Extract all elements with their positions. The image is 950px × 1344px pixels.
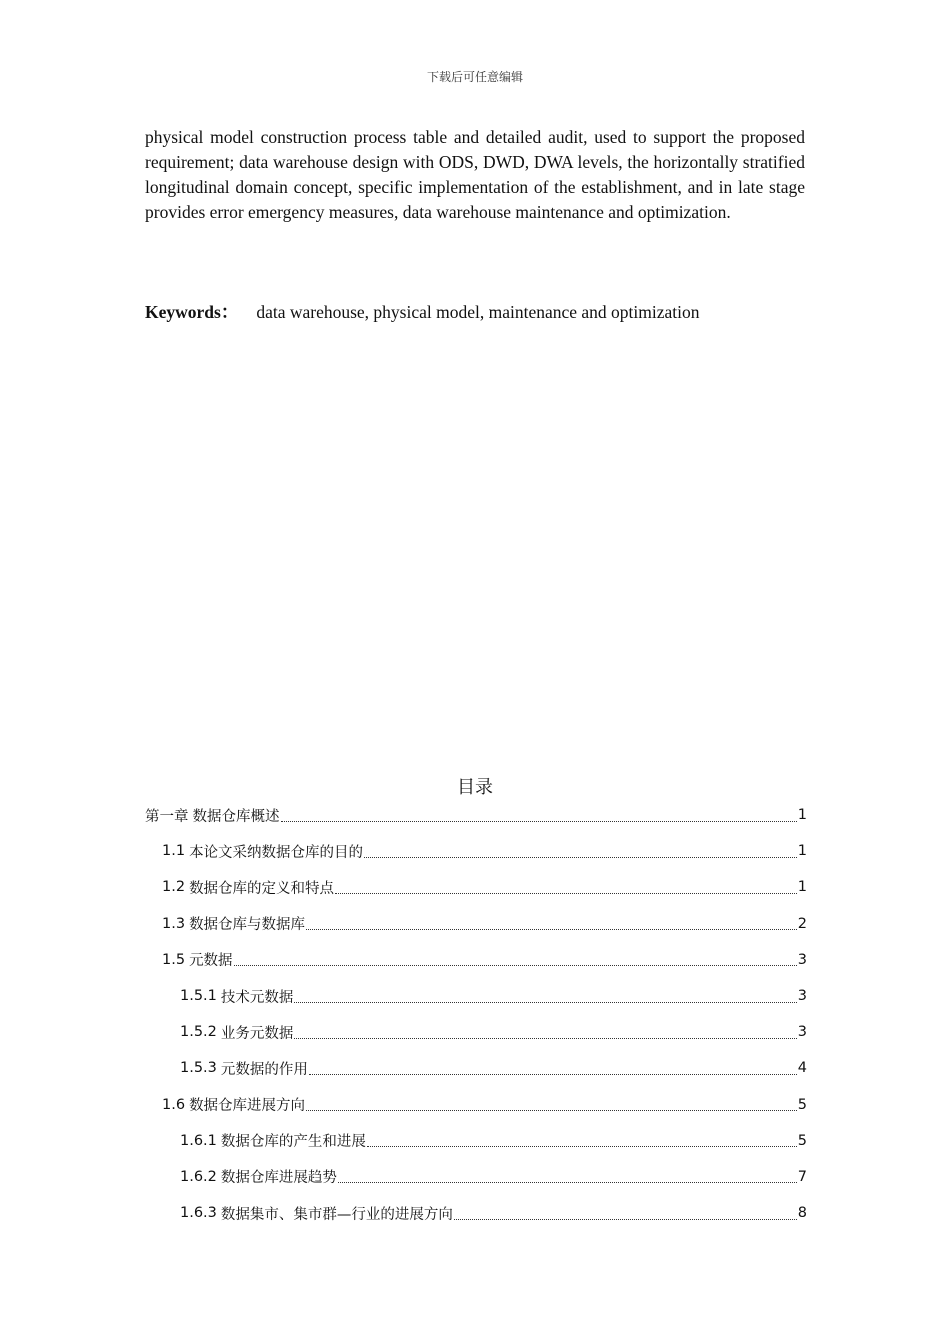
toc-entry-number: 1.6.2: [180, 1168, 217, 1185]
toc-entry-number: 1.5.2: [180, 1024, 217, 1041]
toc-leader-dots: [306, 1110, 797, 1111]
toc-entry[interactable]: [145, 1123, 807, 1159]
toc-entry[interactable]: [145, 1050, 807, 1086]
toc-entry-page: 8: [797, 1205, 807, 1222]
toc-entry-number: 1.6.1: [180, 1132, 217, 1149]
toc-entry-number: 1.6.3: [180, 1205, 217, 1222]
toc-entry-title: 技术元数据: [220, 989, 294, 1006]
toc-leader-dots: [281, 821, 797, 822]
toc-entry-page: 3: [797, 951, 807, 968]
toc-entry-page: 1: [797, 843, 807, 860]
toc-entry-number: 1.6: [162, 1096, 186, 1113]
toc-entry[interactable]: [145, 1195, 807, 1231]
toc-leader-dots: [294, 1038, 796, 1039]
toc-entry-page: 2: [797, 915, 807, 932]
toc-entry-number: 第一章: [145, 808, 189, 825]
toc-entry-title: 数据仓库进展趋势: [220, 1170, 337, 1187]
toc-entry-number: 1.5: [162, 951, 186, 968]
toc-entry-title: 元数据的作用: [220, 1061, 308, 1078]
keywords-value: data warehouse, physical model, maintenance and optimization: [256, 302, 700, 322]
toc-leader-dots: [454, 1219, 797, 1220]
toc-entry[interactable]: [145, 833, 807, 869]
toc-entry-number: 1.2: [162, 879, 186, 896]
toc-entry-number: 1.5.3: [180, 1060, 217, 1077]
toc-leader-dots: [294, 1002, 796, 1003]
toc-entry-title: 数据仓库的产生和进展: [220, 1134, 366, 1151]
toc-entry[interactable]: [145, 1087, 807, 1123]
toc-entry-page: 5: [797, 1132, 807, 1149]
toc-leader-dots: [338, 1182, 797, 1183]
toc-entry-title: 数据仓库概述: [192, 808, 280, 825]
keywords-line: [145, 300, 805, 325]
toc-entry-page: 3: [797, 1024, 807, 1041]
toc-entry[interactable]: [145, 1014, 807, 1050]
keywords-label: Keywords：: [145, 302, 239, 322]
toc-leader-dots: [234, 965, 797, 966]
toc-entry-page: 5: [797, 1096, 807, 1113]
toc-entry[interactable]: [145, 797, 807, 833]
toc-entry[interactable]: [145, 906, 807, 942]
toc-leader-dots: [367, 1146, 797, 1147]
page-header: 下载后可任意编辑: [426, 70, 523, 84]
toc-leader-dots: [309, 1074, 797, 1075]
toc-leader-dots: [335, 893, 797, 894]
toc-entry[interactable]: [145, 942, 807, 978]
toc-entry-title: 本论文采纳数据仓库的目的: [189, 844, 364, 861]
toc-entry-page: 3: [797, 988, 807, 1005]
toc-entry-title: 元数据: [189, 953, 233, 970]
toc-entry[interactable]: [145, 1159, 807, 1195]
toc-entry-title: 数据集市、集市群—行业的进展方向: [220, 1206, 453, 1223]
toc-entry-title: 数据仓库与数据库: [189, 917, 306, 934]
toc-entry[interactable]: [145, 978, 807, 1014]
abstract-paragraph: physical model construction process table and detailed audit, used to support the proposed requirement; data warehouse design with ODS, DWD, DWA levels, the horizontally stratified longitudinal domain concept, specific implementation of the establishment, and in late stage provides error emergency measures, data warehouse maintenance and optimization.: [145, 127, 805, 222]
toc-leader-dots: [306, 929, 797, 930]
table-of-contents: [145, 797, 807, 1231]
toc-entry-title: 业务元数据: [220, 1025, 294, 1042]
toc-entry-number: 1.3: [162, 915, 186, 932]
toc-entry-number: 1.1: [162, 843, 186, 860]
toc-entry-number: 1.5.1: [180, 988, 217, 1005]
toc-entry-page: 7: [797, 1168, 807, 1185]
toc-title: 目录: [457, 777, 493, 798]
toc-entry-page: 1: [797, 807, 807, 824]
toc-entry-title: 数据仓库的定义和特点: [189, 880, 335, 897]
toc-entry-title: 数据仓库进展方向: [189, 1098, 306, 1115]
toc-leader-dots: [364, 857, 797, 858]
toc-entry[interactable]: [145, 869, 807, 905]
toc-entry-page: 1: [797, 879, 807, 896]
toc-entry-page: 4: [797, 1060, 807, 1077]
